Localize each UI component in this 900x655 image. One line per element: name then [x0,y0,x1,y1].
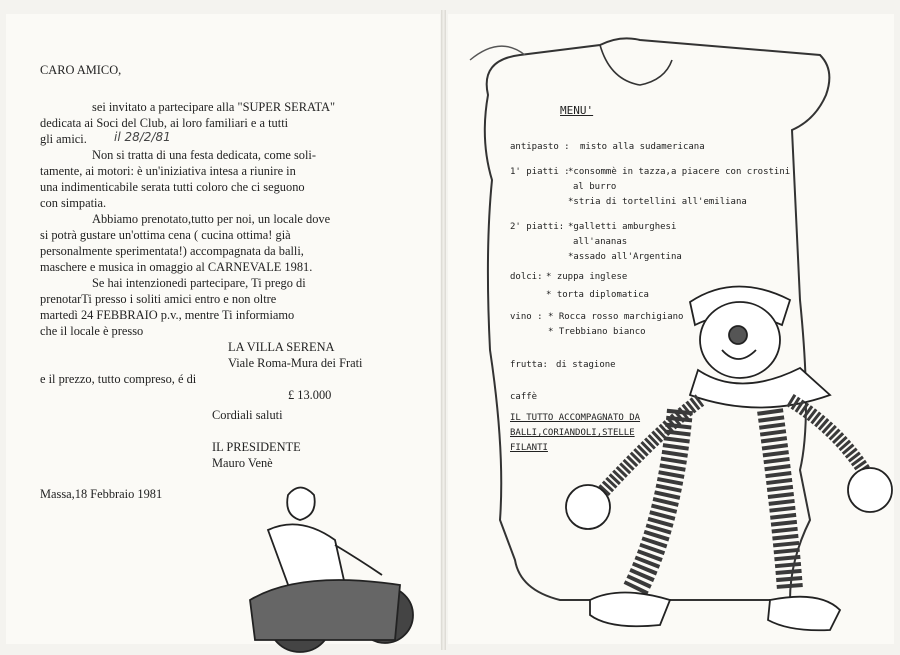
menu-item: * Trebbiano bianco [548,327,646,337]
letter-line: personalmente sperimentata!) accompagnata da balli, [40,244,304,258]
closing: Cordiali saluti [212,408,283,422]
letter-line: Non si tratta di una festa dedicata, come soli- [92,148,316,162]
menu-item: all'ananas [573,237,628,247]
clown-illustration [566,286,892,630]
menu-item: misto alla sudamericana [580,142,705,152]
menu-item: al burro [573,182,617,192]
letter-line: maschere e musica in omaggio al CARNEVALE 1981. [40,260,313,274]
motorcycle-rider-illustration [250,488,413,653]
letter-line: sei invitato a partecipare alla "SUPER SERATA" [92,100,336,114]
menu-label: vino : [510,312,543,322]
menu-label: 1' piatti : [510,167,570,177]
letter-greeting: CARO AMICO, [40,63,122,77]
menu-item: *consommè in tazza,a piacere con crostini [568,167,791,177]
letter-line: tamente, ai motori: è un'iniziativa intesa a riunire in [40,164,296,178]
letter-line: con simpatia. [40,196,107,210]
price-intro: e il prezzo, tutto compreso, é di [40,372,197,386]
menu-item: * zuppa inglese [546,272,628,282]
letter-line: martedì 24 FEBBRAIO p.v., mentre Ti informiamo [40,308,295,322]
venue-name: LA VILLA SERENA [228,340,335,354]
letter-line: Se hai intenzionedi partecipare, Ti prego di [92,276,306,290]
menu-label: dolci: [510,272,543,282]
menu-item: *stria di tortellini all'emiliana [568,197,747,207]
price: £ 13.000 [288,388,332,402]
letter-line: si potrà gustare un'ottima cena ( cucina ottima! già [40,228,291,242]
venue-address: Viale Roma-Mura dei Frati [228,356,363,370]
menu-item: *galletti amburghesi [568,222,677,232]
menu-footer: FILANTI [510,443,548,453]
menu-footer: IL TUTTO ACCOMPAGNATO DA [510,413,641,423]
letter-line: prenotarTi presso i soliti amici entro e non oltre [40,292,277,306]
menu-label: frutta: [510,360,548,370]
menu-footer: BALLI,CORIANDOLI,STELLE [510,428,635,438]
menu-label: 2' piatti: [510,222,565,232]
letter-line: una indimenticabile serata tutti coloro che ci seguono [40,180,305,194]
place-date: Massa,18 Febbraio 1981 [40,487,163,501]
signatory-name: Mauro Venè [212,456,273,470]
handwritten-date: il 28/2/81 [114,130,171,144]
letter-line: dedicata ai Soci del Club, ai loro familiari e a tutti [40,116,289,130]
menu-item: caffè [510,392,538,402]
letter-line: che il locale è presso [40,324,144,338]
signatory-title: IL PRESIDENTE [212,440,301,454]
menu-title: MENU' [560,104,594,117]
menu-item: * torta diplomatica [546,290,649,300]
letter-line: gli amici. [40,132,87,146]
menu-item: *assado all'Argentina [568,252,682,262]
menu-item: * Rocca rosso marchigiano [548,312,684,322]
menu-label: antipasto : [510,142,570,152]
menu-item: di stagione [556,360,616,370]
letter-line: Abbiamo prenotato,tutto per noi, un locale dove [92,212,331,226]
